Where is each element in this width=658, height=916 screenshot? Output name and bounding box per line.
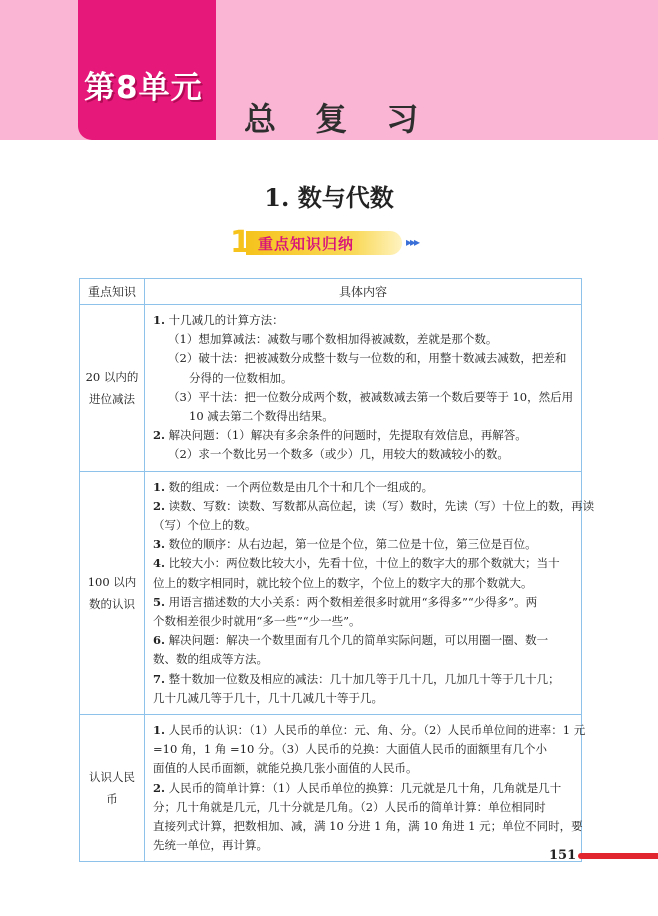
- line-text: =10 角，1 角 =10 分。（3）人民币的兑换：大面值人民币的面额里有几个小: [153, 742, 548, 757]
- table-row: [80, 715, 582, 862]
- table-row: [80, 471, 582, 714]
- item-number: 2.: [153, 498, 166, 513]
- content-line: [153, 349, 575, 368]
- banner-label: 重点知识归纳: [258, 235, 355, 253]
- item-number: 2.: [153, 428, 166, 443]
- content-line: [153, 689, 575, 708]
- line-text: 解决问题：解决一个数里面有几个几的简单实际问题，可以用圈一圈、数一: [165, 633, 549, 648]
- item-number: 2.: [153, 780, 166, 795]
- content-cell: [145, 471, 595, 714]
- topic-cell: 20 以内的进位减法: [80, 305, 145, 472]
- banner-number: 1: [230, 225, 251, 260]
- content-line: [153, 631, 575, 650]
- content-line: [153, 798, 575, 817]
- header-topic: 重点知识: [80, 279, 145, 305]
- content-line: [153, 388, 575, 407]
- content-line: [153, 330, 575, 349]
- line-text: 解决问题：（1）解决有多余条件的问题时，先提取有效信息，再解答。: [165, 428, 527, 443]
- section-title: 1. 数与代数: [264, 183, 394, 212]
- content-line: [153, 369, 575, 388]
- item-number: 1.: [153, 723, 166, 738]
- content-line: [153, 426, 575, 445]
- content-line: [153, 497, 595, 516]
- content-line: [153, 478, 575, 497]
- content-cell: [145, 305, 582, 472]
- content-line: [153, 445, 575, 464]
- line-text: 几十几减几等于几十，几十几减几十等于几。: [153, 690, 383, 705]
- content-line: [153, 779, 575, 798]
- key-knowledge-banner: [230, 225, 430, 260]
- item-number: 7.: [153, 671, 166, 686]
- line-text: 人民币的简单计算：（1）人民币单位的换算：几元就是几十角，几角就是几十: [165, 780, 562, 795]
- content-line: [153, 836, 575, 855]
- topic-cell: 认识人民币: [80, 715, 145, 862]
- line-text: 位上的数字相同时，就比较个位上的数字，个位上的数字大的那个数就大。: [153, 575, 533, 590]
- unit-title: 第8单元: [84, 70, 203, 106]
- page-bar: [578, 853, 658, 859]
- knowledge-table: [79, 278, 595, 862]
- line-text: 十几减几的计算方法：: [165, 313, 284, 327]
- line-text: 数、数的组成等方法。: [153, 652, 268, 667]
- content-line: [153, 516, 575, 535]
- item-number: 1.: [153, 479, 166, 494]
- line-text: 分得的一位数相加。: [189, 370, 293, 385]
- line-text: （1）想加算减法：减数与哪个数相加得被减数，差就是那个数。: [168, 332, 498, 347]
- table-header-row: [80, 279, 582, 305]
- content-line: [153, 817, 583, 836]
- line-text: 个数相差很少时就用“多一些”“少一些”。: [153, 614, 361, 629]
- header-content: 具体内容: [145, 279, 582, 305]
- content-line: [153, 650, 575, 669]
- content-line: [153, 721, 586, 740]
- item-number: 6.: [153, 633, 166, 648]
- line-text: 分；几十角就是几元，几十分就是几角。（2）人民币的简单计算：单位相同时: [153, 799, 546, 814]
- line-text: 10 减去第二个数得出结果。: [189, 409, 334, 424]
- line-text: 整十数加一位数及相应的减法：几十加几等于几十几，几加几十等于几十几；: [165, 671, 560, 686]
- item-number: 4.: [153, 556, 166, 571]
- review-title: 总 复 习: [244, 100, 433, 138]
- content-line: [153, 554, 575, 573]
- content-line: [153, 407, 575, 426]
- item-number: 1.: [153, 313, 166, 327]
- page-number: 151: [549, 848, 577, 863]
- item-number: 3.: [153, 537, 166, 552]
- content-line: [153, 574, 575, 593]
- content-line: [153, 670, 575, 689]
- line-text: （2）破十法：把被减数分成整十数与一位数的和，用整十数减去减数，把差和: [168, 351, 567, 366]
- arrows-icon: ▸▸▸: [406, 235, 419, 249]
- item-number: 5.: [153, 594, 166, 609]
- content-line: [153, 535, 575, 554]
- line-text: 读数、写数：读数、写数都从高位起，读（写）数时，先读（写）十位上的数，再读: [165, 498, 595, 513]
- line-text: （写）个位上的数。: [153, 518, 257, 533]
- content-line: [153, 311, 575, 330]
- table-row: [80, 305, 582, 472]
- line-text: 直接列式计算，把数相加、减，满 10 分进 1 角，满 10 角进 1 元；单位不同时，要: [153, 819, 583, 834]
- content-line: [153, 759, 575, 778]
- line-text: （2）求一个数比另一个数多（或少）几，用较大的数减较小的数。: [168, 447, 509, 462]
- line-text: （3）平十法：把一位数分成两个数，被减数减去第一个数后要等于 10，然后用: [168, 389, 574, 404]
- line-text: 数的组成：一个两位数是由几个十和几个一组成的。: [165, 479, 434, 494]
- content-line: [153, 612, 575, 631]
- content-line: [153, 740, 575, 759]
- content-line: [153, 593, 575, 612]
- line-text: 人民币的认识：（1）人民币的单位：元、角、分。（2）人民币单位间的进率：1 元: [165, 723, 586, 738]
- line-text: 比较大小：两位数比较大小，先看十位，十位上的数字大的那个数就大；当十: [165, 556, 560, 571]
- line-text: 先统一单位，再计算。: [153, 838, 268, 853]
- topic-cell: 100 以内数的认识: [80, 471, 145, 714]
- line-text: 面值的人民币面额，就能兑换几张小面值的人民币。: [153, 761, 418, 776]
- content-cell: [145, 715, 586, 862]
- line-text: 数位的顺序：从右边起，第一位是个位，第二位是十位，第三位是百位。: [165, 537, 537, 552]
- line-text: 用语言描述数的大小关系：两个数相差很多时就用“多得多”“少得多”。两: [165, 594, 538, 609]
